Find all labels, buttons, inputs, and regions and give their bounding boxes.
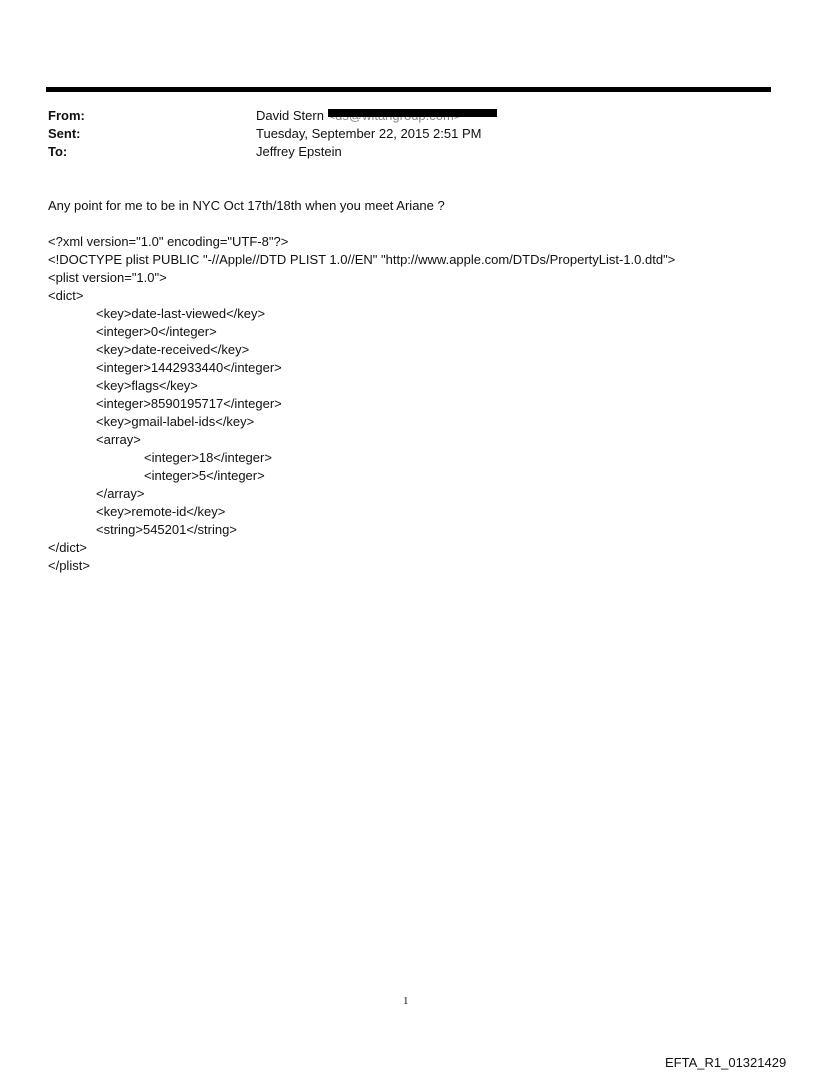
plist-line: </plist> [48, 558, 90, 573]
to-label: To: [48, 144, 68, 159]
plist-line: <key>flags</key> [96, 378, 198, 393]
plist-line: <array> [96, 432, 141, 447]
from-label: From: [48, 108, 85, 123]
plist-line: </array> [96, 486, 145, 501]
plist-line: <string>545201</string> [96, 522, 237, 537]
to-value: Jeffrey Epstein [256, 144, 342, 159]
plist-line: </dict> [48, 540, 88, 555]
plist-line: <integer>5</integer> [144, 468, 265, 483]
sent-label: Sent: [48, 126, 81, 141]
redaction-bar [328, 109, 497, 117]
plist-line: <!DOCTYPE plist PUBLIC "-//Apple//DTD PLIST 1.0//EN" "http://www.apple.com/DTDs/PropertyList-1.0.dtd"> [48, 252, 676, 267]
from-name: David Stern [256, 108, 324, 123]
plist-line: <key>remote-id</key> [96, 504, 226, 519]
from-value [256, 107, 461, 125]
plist-line: <key>gmail-label-ids</key> [96, 414, 255, 429]
plist-line: <?xml version="1.0" encoding="UTF-8"?> [48, 234, 289, 249]
plist-line: <dict> [48, 288, 84, 303]
sent-value: Tuesday, September 22, 2015 2:51 PM [256, 126, 482, 141]
plist-line: <key>date-received</key> [96, 342, 250, 357]
plist-line: <key>date-last-viewed</key> [96, 306, 266, 321]
plist-line: <plist version="1.0"> [48, 270, 167, 285]
message-body: Any point for me to be in NYC Oct 17th/18th when you meet Ariane ? [48, 198, 445, 213]
page-number: 1 [403, 995, 409, 1007]
plist-line: <integer>1442933440</integer> [96, 360, 282, 375]
plist-line: <integer>8590195717</integer> [96, 396, 282, 411]
header-rule [46, 87, 771, 92]
plist-line: <integer>0</integer> [96, 324, 217, 339]
bates-number: EFTA_R1_01321429 [665, 1055, 787, 1070]
plist-line: <integer>18</integer> [144, 450, 272, 465]
